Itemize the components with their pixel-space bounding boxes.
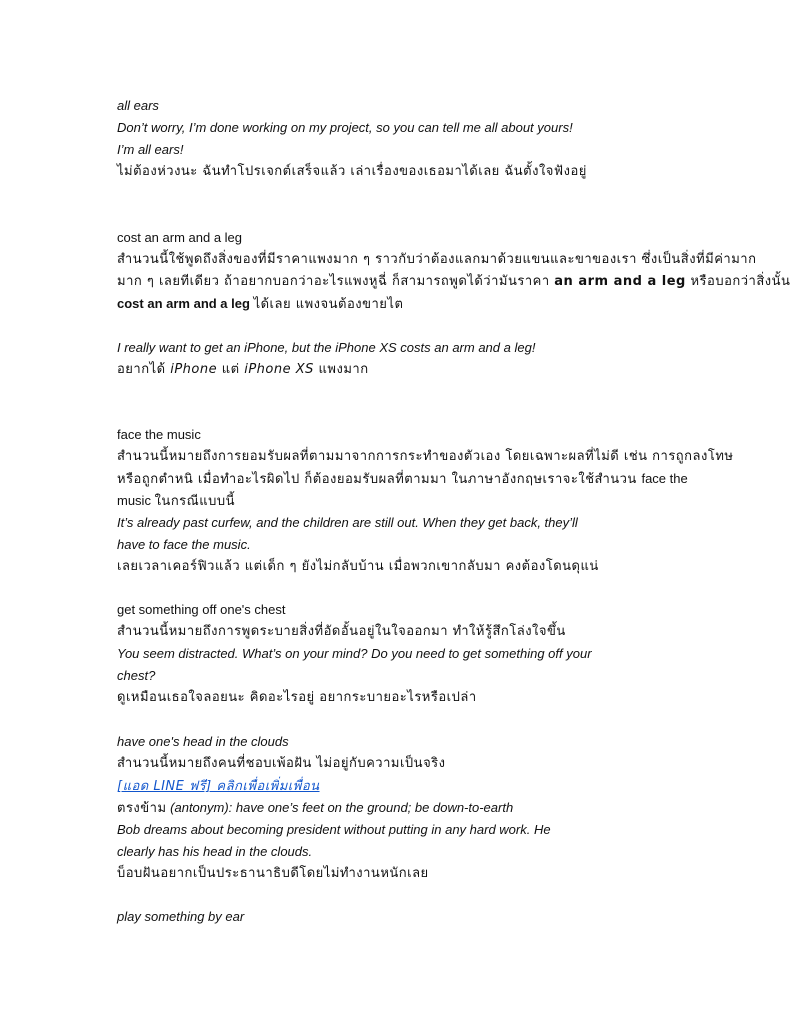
antonym-label: ตรงข้าม [117,801,167,816]
highlighted-phrase: cost an arm and a leg [117,296,250,311]
idiom-term-cost-an-arm-and-a-leg: cost an arm and a leg [117,230,243,245]
translation-text: iPhone XS [244,362,314,377]
translation-text: iPhone [170,362,218,377]
idiom-description [117,293,662,315]
idiom-description: สำนวนนี้หมายถึงคนที่ชอบเพ้อฝัน ไม่อยู่กับความเป็นจริง [117,756,446,771]
antonym-text: (antonym): have one’s feet on the ground; be down-to-earth [170,800,514,815]
highlighted-phrase: an arm and a leg [554,274,686,289]
translation-text: แพงมาก [318,362,369,377]
idiom-description: สำนวนนี้หมายถึงการยอมรับผลที่ตามมาจากการกระทำของตัวเอง โดยเฉพาะผลที่ไม่ดี เช่น การถูกลงโทษ [117,449,734,464]
antonym-row [117,797,662,819]
description-text: หรือถูกตำหนิ เมื่อทำอะไรผิดไป ก็ต้องยอมรับผลที่ตามมา ในภาษาอังกฤษเราจะใช้สำนวน [117,472,637,487]
translation-text: แต่ [221,362,240,377]
example-sentence: Don’t worry, I’m done working on my project, so you can tell me all about yours! [117,120,573,135]
line-add-friend-link[interactable]: [แอด LINE ฟรี] คลิกเพื่อเพิ่มเพื่อน [117,779,320,794]
idiom-term-head-in-the-clouds: have one's head in the clouds [117,734,289,749]
idiom-term-all-ears: all ears [117,98,159,113]
idiom-term-get-something-off-ones-chest: get something off one's chest [117,602,286,617]
description-text: หรือบอกว่าสิ่งนั้น [690,274,790,289]
line-add-friend-link-row [117,775,662,797]
description-text: มาก ๆ เลยทีเดียว ถ้าอยากบอกว่าอะไรแพงหูฉี่ ก็สามารถพูดได้ว่ามันราคา [117,274,550,289]
example-sentence: chest? [117,668,156,683]
example-sentence: You seem distracted. What’s on your mind? Do you need to get something off your [117,646,592,661]
example-sentence: I’m all ears! [117,142,184,157]
example-sentence: have to face the music. [117,537,251,552]
description-text: music [117,493,151,508]
thai-translation: บ็อบฝันอยากเป็นประธานาธิบดีโดยไม่ทำงานหนักเลย [117,866,429,881]
thai-translation: ไม่ต้องห่วงนะ ฉันทำโปรเจกต์เสร็จแล้ว เล่าเรื่องของเธอมาได้เลย ฉันตั้งใจฟังอยู่ [117,164,587,179]
idiom-description: สำนวนนี้หมายถึงการพูดระบายสิ่งที่อัดอั้นอยู่ในใจออกมา ทำให้รู้สึกโล่งใจขึ้น [117,624,566,639]
example-sentence: clearly has his head in the clouds. [117,844,313,859]
translation-text: อยากได้ [117,362,166,377]
description-text: ในกรณีแบบนี้ [154,494,235,509]
idiom-description: สำนวนนี้ใช้พูดถึงสิ่งของที่มีราคาแพงมาก ๆ ราวกับว่าต้องแลกมาด้วยแขนและขาของเรา ซึ่งเป็นสิ่งที่มีค่ามาก [117,252,757,267]
example-sentence: I really want to get an iPhone, but the iPhone XS costs an arm and a leg! [117,340,536,355]
thai-translation: เลยเวลาเคอร์ฟิวแล้ว แต่เด็ก ๆ ยังไม่กลับบ้าน เมื่อพวกเขากลับมา คงต้องโดนดุแน่ [117,559,599,574]
idiom-description [117,490,662,512]
thai-translation [117,359,662,381]
description-text: ได้เลย แพงจนต้องขายไต [253,297,404,312]
thai-translation: ดูเหมือนเธอใจลอยนะ คิดอะไรอยู่ อยากระบายอะไรหรือเปล่า [117,690,477,705]
example-sentence: Bob dreams about becoming president without putting in any hard work. He [117,822,551,837]
idiom-term-play-something-by-ear: play something by ear [117,909,245,924]
idiom-description [117,271,790,293]
description-text: face the [641,471,688,486]
idiom-description [117,468,688,490]
example-sentence: It’s already past curfew, and the children are still out. When they get back, they’ll [117,515,578,530]
idiom-term-face-the-music: face the music [117,427,201,442]
